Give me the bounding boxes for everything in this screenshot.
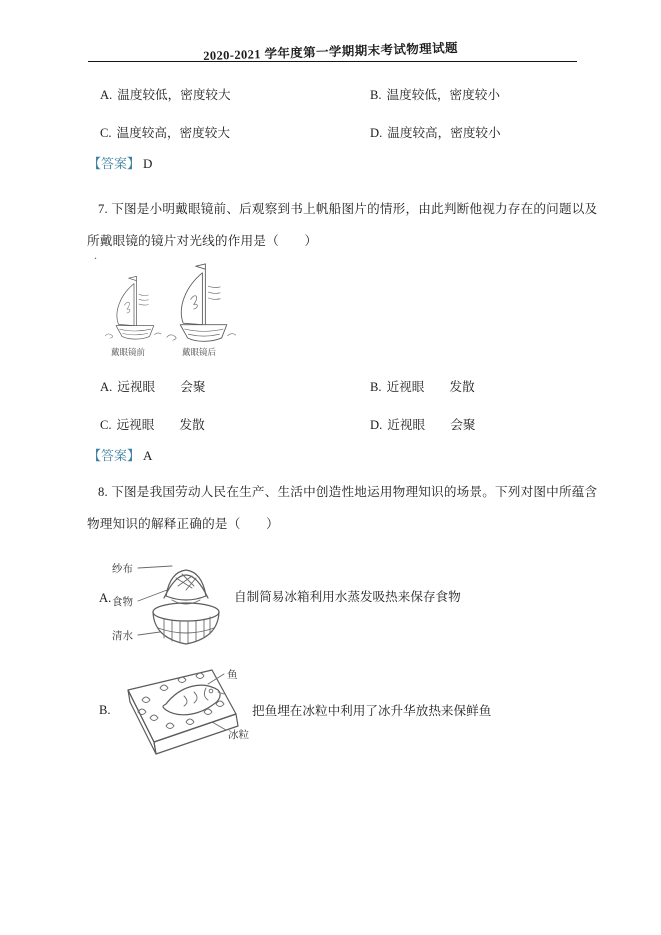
caption-after-glasses: 戴眼镜后 xyxy=(182,347,217,357)
option-label: D. xyxy=(370,418,383,432)
answer-value: A xyxy=(143,448,153,463)
q8-stem-line1: 8. 下图是我国劳动人民在生产、生活中创造性地运用物理知识的场景。下列对图中所蕴含 xyxy=(98,485,598,499)
option-text: 温度较低，密度较小 xyxy=(386,88,500,102)
caption-before-glasses: 戴眼镜前 xyxy=(111,347,146,357)
option-label: A. xyxy=(100,88,113,102)
q6-option-d xyxy=(370,122,501,141)
option-text: 温度较低，密度较大 xyxy=(117,88,231,102)
page-title: 2020-2021 学年度第一学期期末考试物理试题 xyxy=(202,41,459,63)
q7-option-d xyxy=(370,414,475,433)
answer-tag: 【答案】 xyxy=(88,448,141,463)
option-text: 远视眼 发散 xyxy=(116,418,205,432)
option-label: C. xyxy=(100,418,112,432)
q6-answer-line xyxy=(88,153,152,172)
q7-option-a xyxy=(100,376,205,395)
option-text: 远视眼 会聚 xyxy=(117,380,206,394)
option-label: D. xyxy=(370,126,383,140)
ice-box-figure xyxy=(104,660,264,775)
option-text: 温度较高，密度较小 xyxy=(387,126,501,140)
boat-after-glasses xyxy=(167,264,236,341)
q7-option-c xyxy=(100,414,205,433)
q6-option-a xyxy=(100,84,231,103)
water-pot-drawing xyxy=(153,603,219,644)
q8-stem-line2: 物理知识的解释正确的是（ ） xyxy=(87,517,279,531)
answer-value: D xyxy=(143,156,153,171)
hanging-basket-drawing xyxy=(164,570,208,604)
q7-stem-line1: 7. 下图是小明戴眼镜前、后观察到书上帆船图片的情形，由此判断他视力存在的问题以及 xyxy=(98,202,598,216)
option-text: 温度较高，密度较大 xyxy=(116,126,230,140)
label-water: 清水 xyxy=(112,631,133,642)
option-label: C. xyxy=(100,126,112,140)
cooler-figure xyxy=(108,548,248,658)
q7-option-b xyxy=(370,376,475,395)
label-ice: 冰粒 xyxy=(228,730,249,741)
boat-before-glasses xyxy=(105,276,161,339)
q8-option-b-label: B. xyxy=(99,703,111,717)
stray-dot: . xyxy=(94,248,97,262)
q7-stem-line2: 所戴眼镜的镜片对光线的作用是（ ） xyxy=(87,234,318,248)
sailboat-figure xyxy=(96,258,268,360)
q7-answer-line xyxy=(88,445,152,464)
q6-option-b xyxy=(370,84,500,103)
q6-option-c xyxy=(100,122,230,141)
option-text: 近视眼 发散 xyxy=(386,380,475,394)
header-divider xyxy=(88,61,577,62)
option-label: A. xyxy=(100,380,113,394)
fish-drawing xyxy=(163,685,224,715)
option-label: B. xyxy=(370,88,382,102)
answer-tag: 【答案】 xyxy=(88,156,141,171)
q8-option-a-text: 自制简易冰箱利用水蒸发吸热来保存食物 xyxy=(234,590,461,604)
label-food: 食物 xyxy=(112,597,133,608)
label-fish: 鱼 xyxy=(227,670,238,681)
label-gauze: 纱布 xyxy=(112,564,133,575)
option-label: B. xyxy=(370,380,382,394)
ice-pellets-drawing xyxy=(138,673,224,729)
q8-option-a-label: A. xyxy=(99,591,112,605)
q8-option-b-text: 把鱼埋在冰粒中利用了冰升华放热来保鲜鱼 xyxy=(252,704,492,718)
option-text: 近视眼 会聚 xyxy=(387,418,476,432)
